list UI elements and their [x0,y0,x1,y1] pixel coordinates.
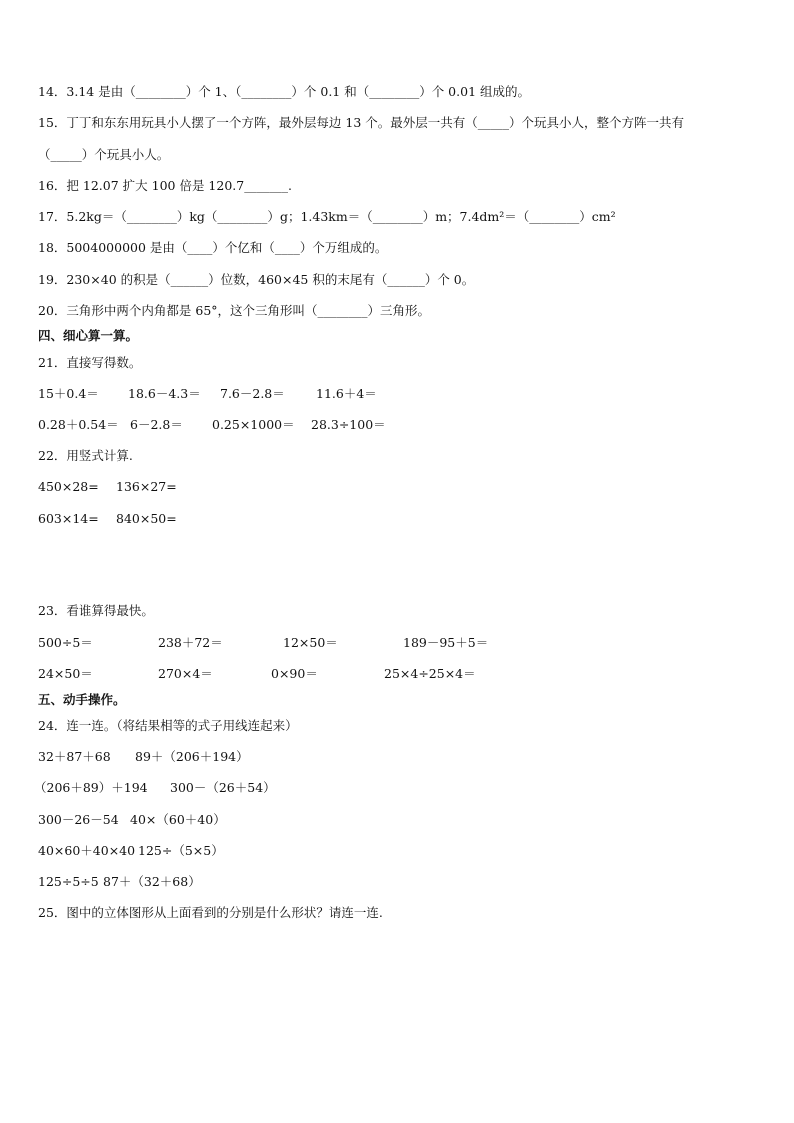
q22-expr-1: 450×28= [38,479,99,494]
question-25: 25．图中的立体图形从上面看到的分别是什么形状？请连一连. [38,905,383,920]
q24-right-1: 89＋（206＋194） [135,749,249,764]
q24-right-3: 40×（60＋40） [130,812,226,827]
q21-expr-6: 6－2.8＝ [130,417,183,432]
question-21-title: 21．直接写得数。 [38,355,142,370]
q24-left-1: 32＋87＋68 [38,749,111,764]
question-16: 16．把 12.07 扩大 100 倍是 120.7_______. [38,178,292,193]
q23-expr-2: 238＋72＝ [158,635,223,650]
section-5-heading: 五、动手操作。 [38,692,126,707]
q21-expr-7: 0.25×1000＝ [212,417,295,432]
section-4-heading: 四、细心算一算。 [38,328,139,343]
q24-left-5: 125÷5÷5 [38,874,99,889]
q23-expr-6: 270×4＝ [158,666,213,681]
q23-expr-3: 12×50＝ [283,635,338,650]
q24-left-2: （206＋89）＋194 [34,780,148,795]
question-23-title: 23．看谁算得最快。 [38,603,154,618]
q21-expr-1: 15＋0.4＝ [38,386,99,401]
q24-left-3: 300－26－54 [38,812,119,827]
q21-expr-8: 28.3÷100＝ [311,417,386,432]
q23-expr-4: 189－95＋5＝ [403,635,489,650]
q21-expr-5: 0.28＋0.54＝ [38,417,119,432]
q23-expr-7: 0×90＝ [271,666,318,681]
q24-left-4: 40×60＋40×40 [38,843,136,858]
q22-expr-3: 603×14= [38,511,99,526]
q21-expr-4: 11.6＋4＝ [316,386,377,401]
question-22-title: 22．用竖式计算. [38,448,133,463]
q23-expr-8: 25×4÷25×4＝ [384,666,476,681]
q22-expr-4: 840×50= [116,511,177,526]
q23-expr-5: 24×50＝ [38,666,93,681]
question-15-line1: 15．丁丁和东东用玩具小人摆了一个方阵，最外层每边 13 个。最外层一共有（_____）个玩具小人，整个方阵一共有 [38,115,685,130]
q24-right-2: 300－（26＋54） [170,780,276,795]
question-24-title: 24．连一连。（将结果相等的式子用线连起来） [38,718,298,733]
q21-expr-3: 7.6－2.8＝ [220,386,285,401]
question-15-line2: （_____）个玩具小人。 [38,147,170,162]
q22-expr-2: 136×27= [116,479,177,494]
question-14: 14．3.14 是由（________）个 1、（________）个 0.1 和（________）个 0.01 组成的。 [38,84,530,99]
question-18: 18．5004000000 是由（____）个亿和（____）个万组成的。 [38,240,388,255]
question-17: 17．5.2kg＝（________）kg（________）g；1.43km＝（________）m；7.4dm²＝（________）cm² [38,209,616,224]
question-19: 19．230×40 的积是（______）位数，460×45 积的末尾有（______）个 0。 [38,272,475,287]
question-20: 20．三角形中两个内角都是 65°，这个三角形叫（________）三角形。 [38,303,431,318]
q24-right-4: 125÷（5×5） [138,843,224,858]
q24-right-5: 87＋（32＋68） [103,874,201,889]
q21-expr-2: 18.6－4.3＝ [128,386,201,401]
q23-expr-1: 500÷5＝ [38,635,93,650]
